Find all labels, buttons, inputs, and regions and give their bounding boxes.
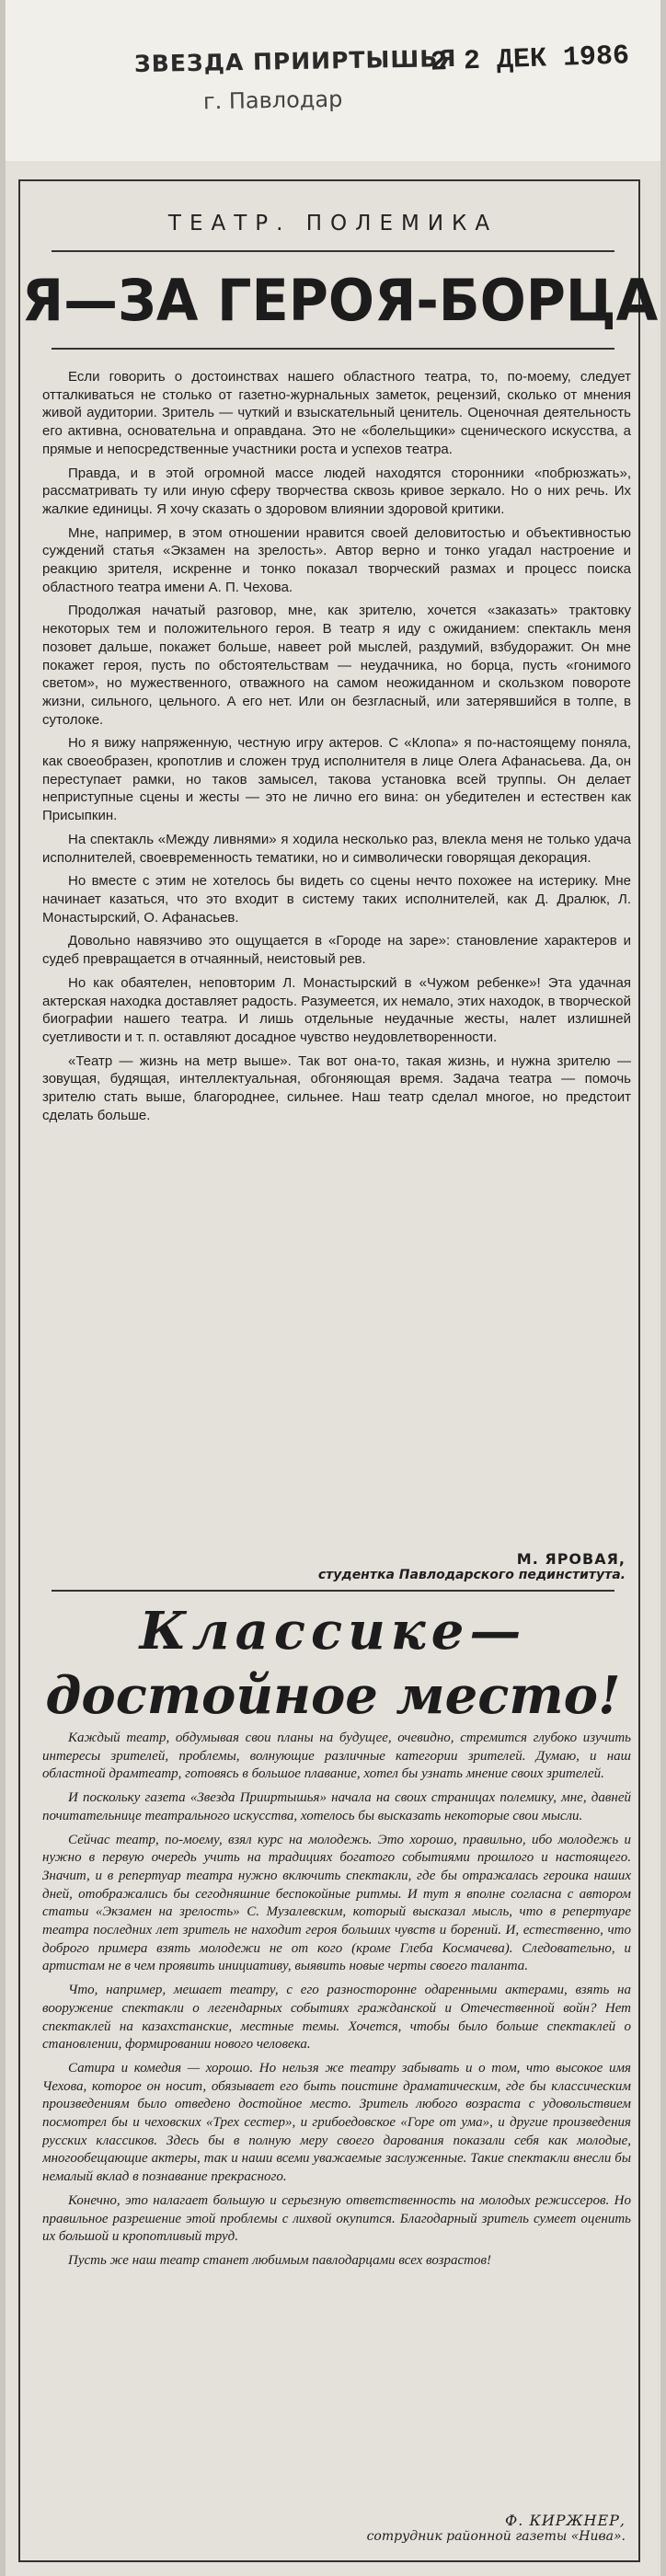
- article1-paragraph: «Театр — жизнь на метр выше». Так вот она-то, такая жизнь, и нужна зрителю — зовущая, будящая, интеллектуальная, обгоняющая время. Задача театра — помочь зрителю стать выше, благороднее, сильнее. Наш театр сделал многое, но предстоит сделать больше.: [42, 1052, 631, 1123]
- article1-paragraph: Мне, например, в этом отношении нравится своей деловитостью и объективностью суждений статья «Экзамен на зрелость». Автор верно и тонко угадал настроение и реакцию зрителя, искренне и тонко показал творческий размах и процесс поиска областного театра имени А. П. Чехова.: [42, 524, 631, 595]
- article1-paragraph: Но я вижу напряженную, честную игру актеров. С «Клопа» я по-настоящему поняла, как своеобразен, кропотлив и сложен труд исполнителя в лице Олега Афанасьева. Да, он переступает рамки, но таков замысел, такова установка всей труппы. Он делает неприступные сцены и жесты — это не лично его вина: он убедителен и естествен как Присыпкин.: [42, 735, 631, 824]
- article1-paragraph: Продолжая начатый разговор, мне, как зрителю, хочется «заказать» трактовку некоторых тем и положительного героя. В театр я иду с ожиданием: спектакль меня позовет дальше, покажет больше, навеет рой мыслей, раздумий, взбудоражит. Он мне покажет героя, пусть по обстоятельствам — неудачника, но борца, пусть «гонимого светом», но мужественного, отважного на самом неожиданном и скользком повороте жизни, сильного, цельного. А его нет. Или он безгласный, или затерявшийся в толпе, в сутолоке.: [42, 603, 631, 728]
- article2-paragraph: Каждый театр, обдумывая свои планы на будущее, очевидно, стремится глубоко изучить интересы зрителей, проблемы, волнующие различные категории зрителей. Думаю, и наш областной драмтеатр, готовясь в большое плавание, хотел бы узнать мнение своих зрителей.: [42, 1731, 631, 1782]
- article1-body: [42, 368, 631, 1535]
- article2-paragraph: Пусть же наш театр станет любимым павлодарцами всех возрастов!: [68, 2252, 492, 2268]
- article1-author: М. ЯРОВАЯ,: [516, 1550, 626, 1568]
- article1-paragraph: Правда, и в этой огромной массе людей находятся сторонники «побрюзжать», рассматривать ту или иную сферу творчества сквозь кривое зеркало. Но о них речь. Их жалкие единицы. Я хочу сказать о здоровом влиянии здоровой критики.: [42, 465, 631, 517]
- article1-paragraph: Довольно навязчиво это ощущается в «Городе на заре»: становление характеров и судеб превращается в отчаянный, неистовый рев.: [42, 933, 631, 968]
- article1-headline: Я—ЗА ГЕРОЯ-БОРЦА: [21, 267, 659, 334]
- article2-paragraph: Сейчас театр, по-моему, взял курс на молодежь. Это хорошо, правильно, ибо молодежь и нужно в первую очередь учить на традициях богатого событиями прошлого и настоящего. Значит, и в репертуар театра нужно включить спектакли, где бы отражалась героика наших дней, отображались бы сегодняшние беспокойные ритмы. И тут я вполне согласна с автором статьи «Экзамен на зрелость» С. Музалевским, который высказал мысль, что в репертуаре театра последних лет зритель не находит героя больших чувств и борений. И, естественно, что доброго примера взять молодежи не от кого (кроме Глеба Космачева). Следовательно, и артистам не в чем проявить инициативу, выявить новые черты своего таланта.: [42, 1832, 631, 1974]
- article1-paragraph: Если говорить о достоинствах нашего областного театра, то, по-моему, следует отталкиваться не столько от газетно-журнальных заметок, рецензий, сколько от мнения живой аудитории. Зритель — чуткий и взыскательный ценитель. Оценочная деятельность его активна, основательна и оправдана. Это не «болельщики» сценического искусства, а прямые и непосредственные участники роста и успехов театра.: [42, 369, 631, 457]
- article2-author-role: сотрудник районной газеты «Нива».: [366, 2529, 626, 2544]
- article1-author-role: студентка Павлодарского пединститута.: [317, 1568, 626, 1582]
- headline-divider: [52, 348, 614, 350]
- article1-paragraph: Но вместе с этим не хотелось бы видеть со сцены нечто похожее на истерику. Мне начинает казаться, что это входит в систему таких исполнителей, как Д. Дралюк, Л. Монастырский, О. Афанасьев.: [42, 873, 631, 926]
- rubric-divider: [52, 250, 614, 252]
- newspaper-name: ЗВЕЗДА ПРИИРТЫШЬЯ: [133, 44, 457, 78]
- article2-author: Ф. КИРЖНЕР,: [504, 2512, 626, 2529]
- article-divider: [52, 1590, 614, 1592]
- date-stamp: 2 2 ДЕК 1986: [430, 40, 630, 79]
- article1-paragraph: Но как обаятелен, неповторим Л. Монастырский в «Чужом ребенке»! Эта удачная актерская находка доставляет радость. Разумеется, их немало, этих находок, в творческой биографии нашего театра. И лишь отдельные неудачные жесты, налет излишней суетливости и т. п. оставляют досадное чувство неудовлетворенности.: [42, 974, 631, 1045]
- article2-body: [42, 1730, 631, 2502]
- article2-paragraph: И поскольку газета «Звезда Прииртышья» начала на своих страницах полемику, мне, давней почитательнице театрального искусства, хотелось бы высказать некоторые свои мысли.: [42, 1790, 631, 1823]
- article2-headline-line2: достойное место!: [45, 1665, 621, 1726]
- article2-paragraph: Сатира и комедия — хорошо. Но нельзя же театру забывать и о том, что высокое имя Чехова, которое он носит, обязывает его быть поистине драматическим, где бы классическим произведениям было отведено достойное место. Зритель любого возраста с удовольствием посмотрел бы и чеховских «Трех сестер», и грибоедовское «Горе от ума», и другие произведения русских классиков. Здесь бы в полную меру своего дарования показали себя как молодые, многообещающие актеры, так и наши всеми уважаемые заслуженные. Такие спектакли внесли бы немалый вклад в познавание прекрасного.: [42, 2060, 631, 2185]
- rubric: ТЕАТР. ПОЛЕМИКА: [167, 212, 499, 236]
- newspaper-clipping: [6, 0, 660, 2576]
- article2-signature: [367, 2512, 626, 2544]
- article1-paragraph: На спектакль «Между ливнями» я ходила несколько раз, влекла меня не только удача исполнителей, своевременность тематики, но и символически говорящая декорация.: [42, 831, 631, 866]
- article2-paragraph: Что, например, мешает театру, с его разносторонне одаренными актерами, взять на вооружение спектакли о легендарных событиях гражданской и Отечественной войн? Нет спектаклей на казахстанские, местные темы. Хочется, чтобы было больше спектаклей о становлении, формировании нового человека.: [42, 1983, 631, 2053]
- article1-signature: [318, 1550, 626, 1582]
- newspaper-city: г. Павлодар: [202, 86, 343, 115]
- article2-headline-line1: Классике—: [139, 1601, 527, 1662]
- masthead-stamp: [6, 0, 660, 161]
- article2-paragraph: Конечно, это налагает большую и серьезную ответственность на молодых режиссеров. Но правильное разрешение этой проблемы с лихвой окупится. Благодарный зритель сумеет оценить их большой и кропотливый труд.: [42, 2192, 631, 2245]
